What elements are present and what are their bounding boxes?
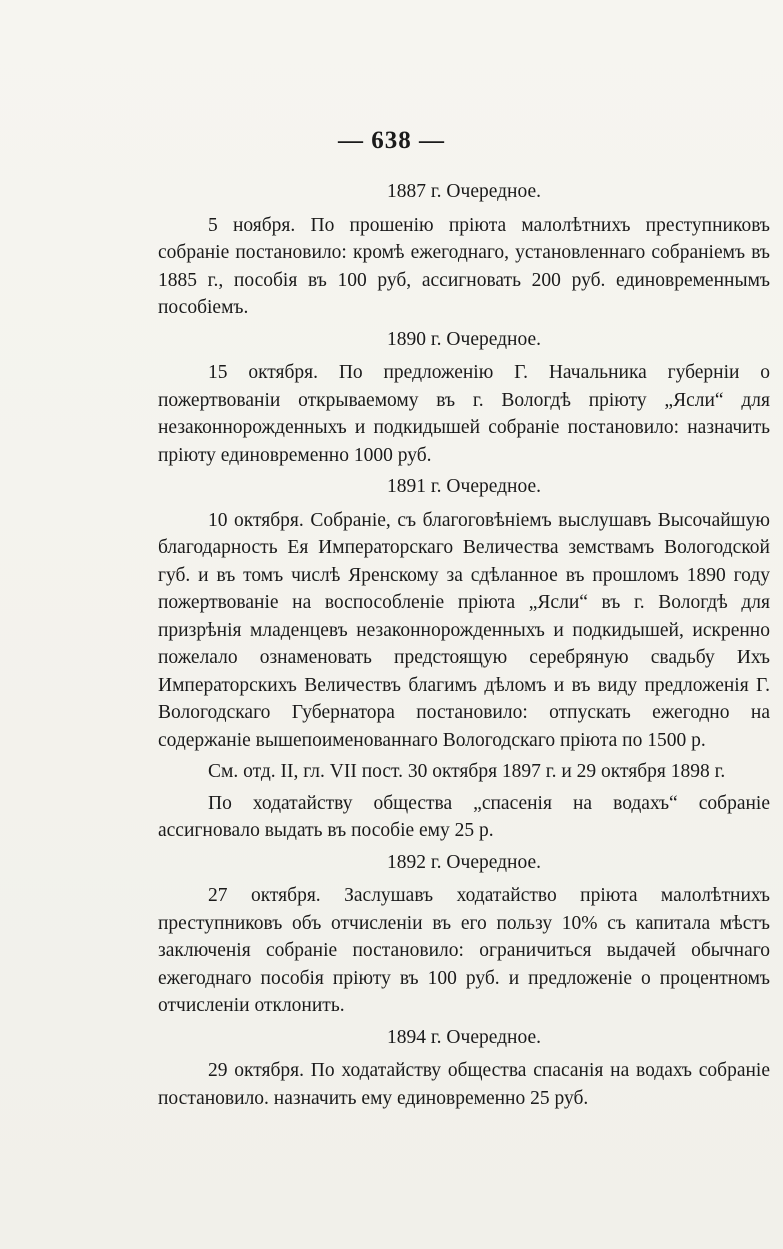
paragraph: По ходатайству общества „спасенія на водахъ“ собраніе ассигновало выдать въ пособіе ему 25 р. <box>158 792 770 841</box>
section-1891 <box>158 473 770 845</box>
section-heading: 1890 г. Очередное. <box>387 328 541 350</box>
section-heading: 1894 г. Очередное. <box>387 1026 541 1048</box>
paragraph: 27 октября. Заслушавъ ходатайство пріюта малолѣтнихъ преступниковъ объ отчисленіи въ его пользу 10% съ капитала мѣстъ заключенія собраніе постановило: ограничиться выдачей обычнаго ежегоднаго пособія пріюту въ 100 руб. и предложеніе о процентномъ отчисленіи отклонить. <box>158 885 770 1016</box>
paragraph: 10 октября. Собраніе, съ благоговѣніемъ выслушавъ Высочайшую благодарность Ея Императорскаго Величества земствамъ Вологодской губ. и въ томъ числѣ Яренскому за сдѣланное въ прошломъ 1890 году пожертвованіе на воспособленіе пріюта „Ясли“ въ г. Вологдѣ для призрѣнія младенцевъ незаконнорожденныхъ и подкидышей, искренно пожелало ознаменовать предстоящую серебряную свадьбу Ихъ Императорскихъ Величествъ благимъ дѣломъ и въ виду предложенія Г. Вологодскаго Губернатора постановило: отпускать ежегодно на содержаніе вышепоименованнаго Вологодскаго пріюта по 1500 р. <box>158 509 770 751</box>
paragraph: 29 октября. По ходатайству общества спасанія на водахъ собраніе постановило. назначить ему единовременно 25 руб. <box>158 1060 770 1109</box>
paragraph: 15 октября. По предложенію Г. Начальника губерніи о пожертвованіи открываемому въ г. Вологдѣ пріюту „Ясли“ для незаконнорожденныхъ и подкидышей собраніе постановило: назначить пріюту единовременно 1000 руб. <box>158 362 770 466</box>
section-1887 <box>158 178 770 322</box>
section-heading: 1892 г. Очередное. <box>387 851 541 873</box>
section-heading: 1887 г. Очередное. <box>387 181 541 202</box>
paragraph: 5 ноября. По прошенію пріюта малолѣтнихъ преступниковъ собраніе постановило: кромѣ ежегоднаго, установленнаго собраніемъ въ 1885 г., пособія въ 100 руб, ассигновать 200 руб. единовременнымъ пособіемъ. <box>158 214 770 318</box>
section-1894 <box>158 1024 770 1113</box>
page-number: — 638 — <box>338 127 445 154</box>
section-1890 <box>158 326 770 470</box>
document-body <box>158 178 770 1116</box>
section-heading: 1891 г. Очередное. <box>387 476 541 497</box>
cross-reference-note: См. отд. II, гл. VII пост. 30 октября 1897 г. и 29 октября 1898 г. <box>208 761 726 782</box>
section-1892 <box>158 849 770 1020</box>
